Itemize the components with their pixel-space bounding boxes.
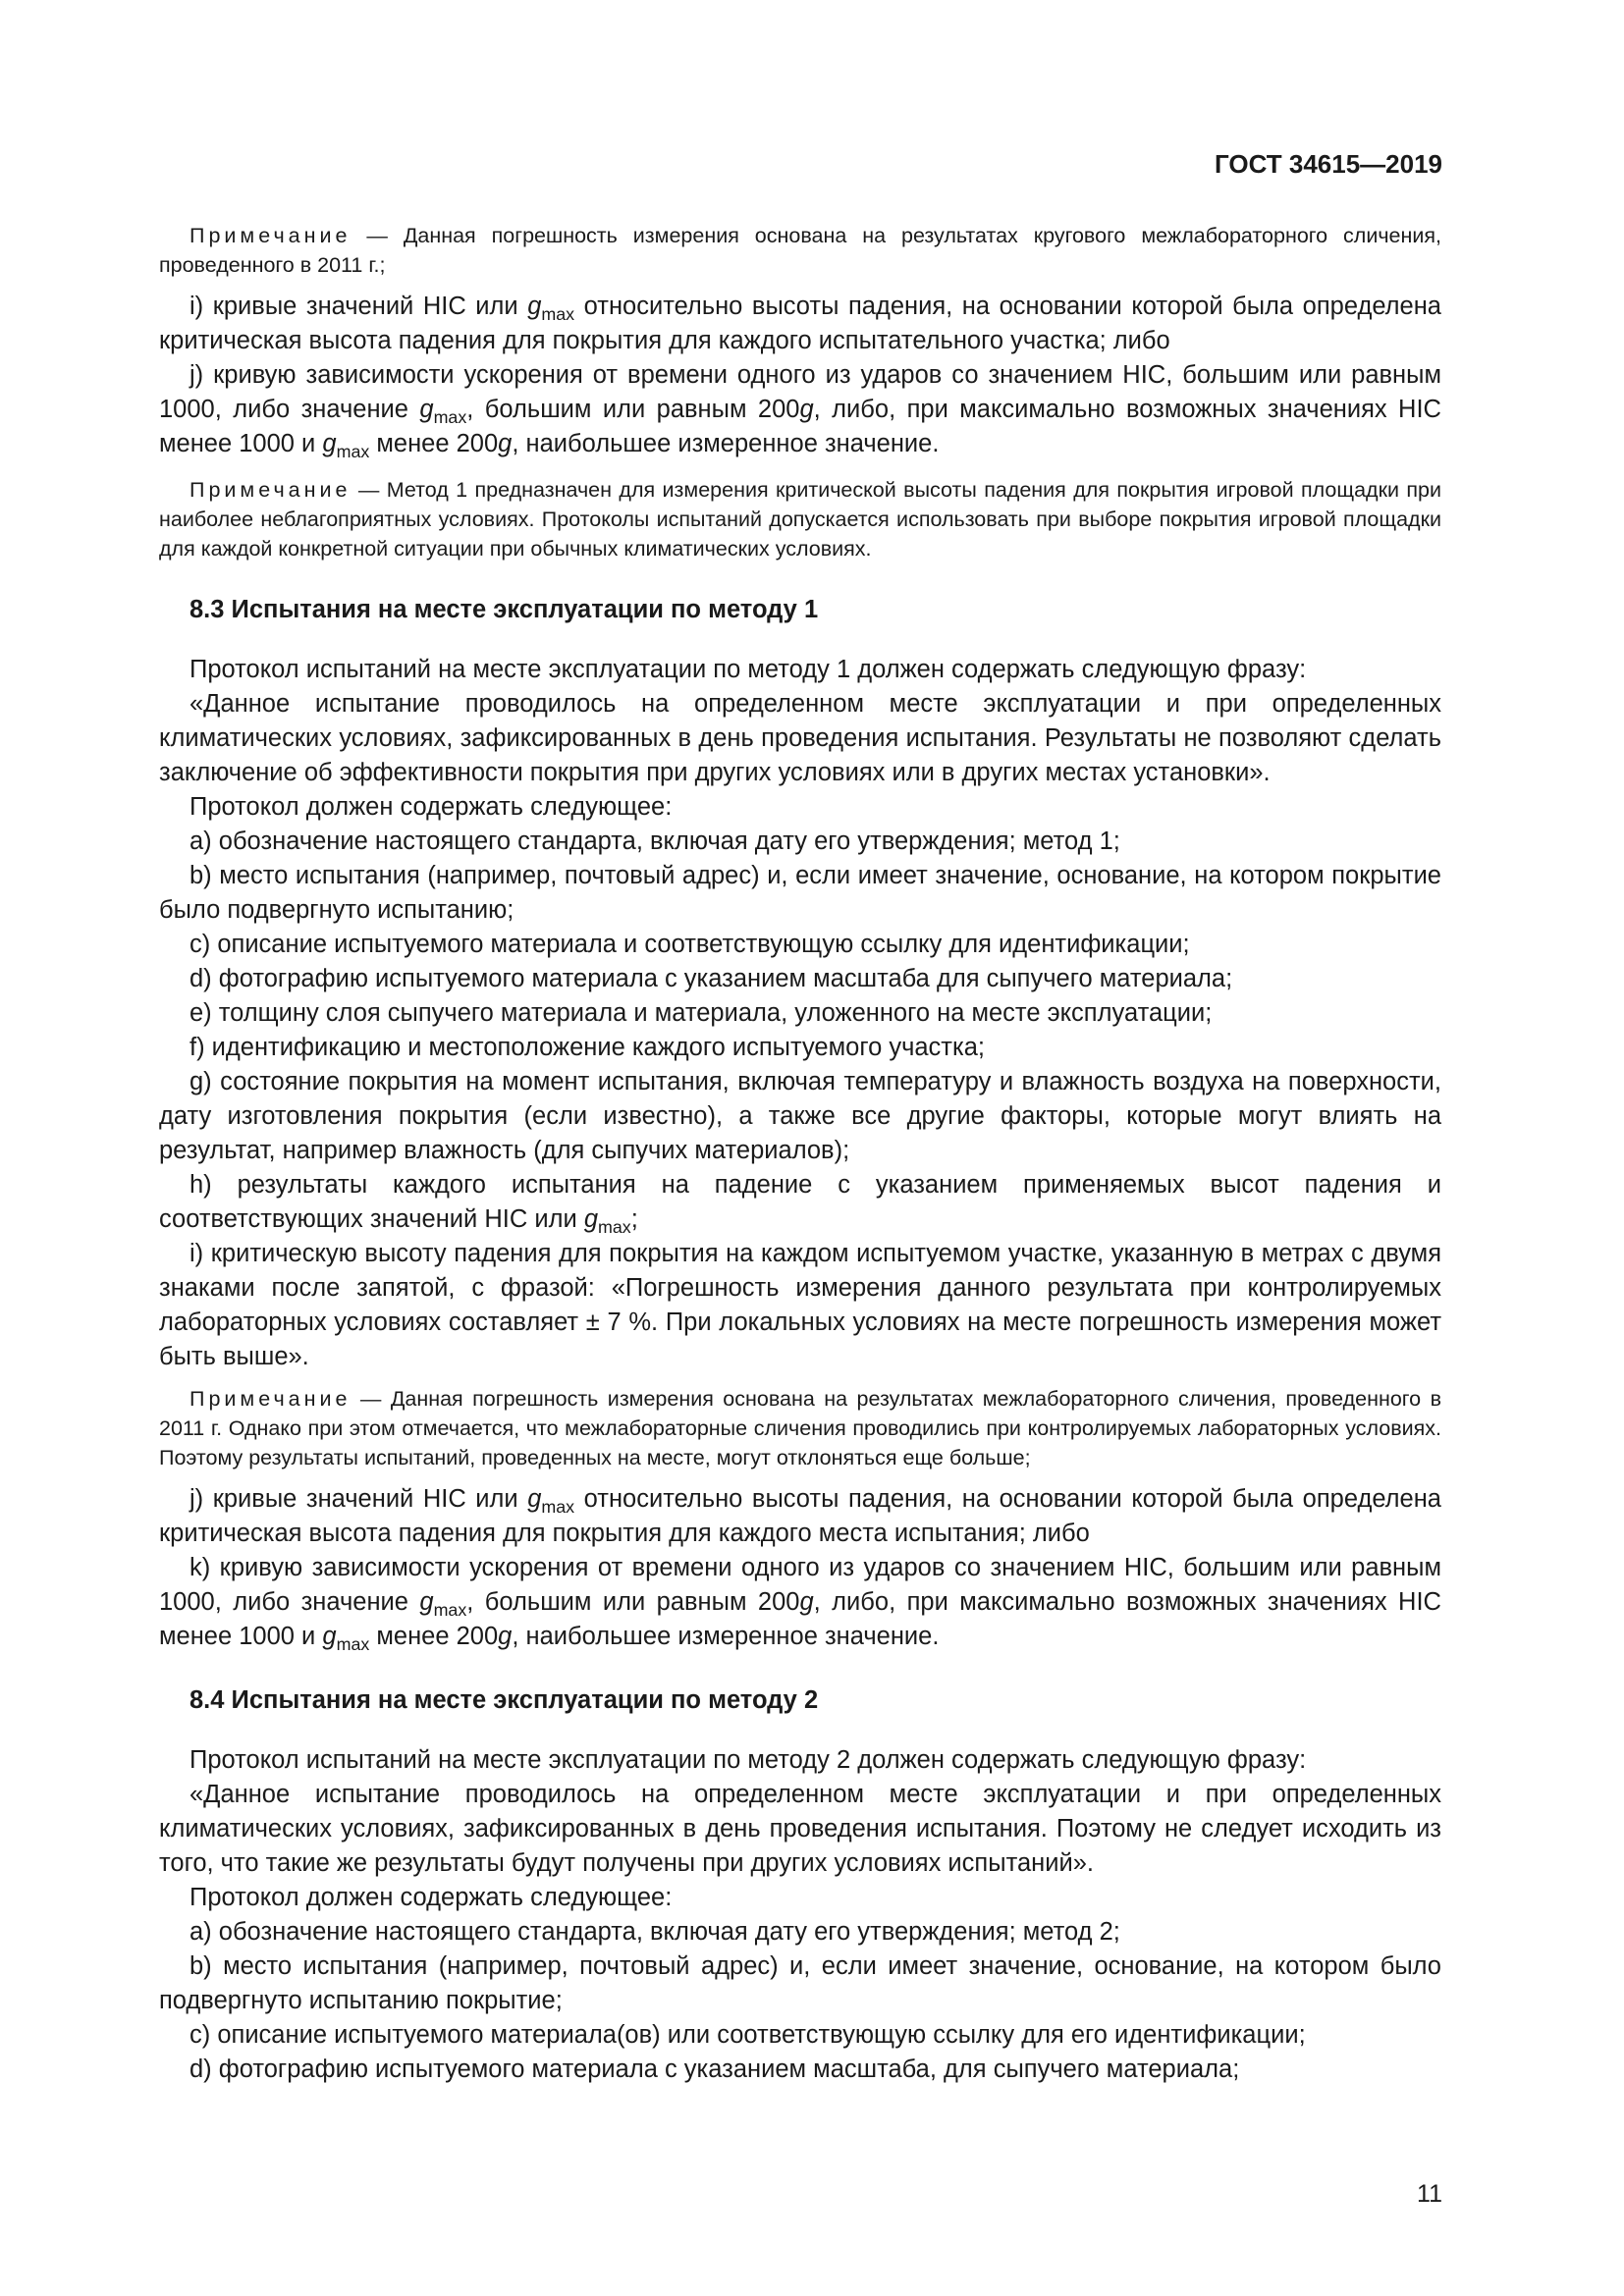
page-number: 11	[1417, 2180, 1442, 2208]
g-symbol: g	[799, 1588, 814, 1616]
text-span: , либо, при максимально возможных значениях HIC менее 1000 и	[159, 1588, 1441, 1650]
text-span: ,	[466, 1588, 474, 1616]
note-label: Примечание	[189, 478, 352, 502]
text-span: i) кривые значений HIC или	[189, 293, 528, 320]
list-item-d: d) фотографию испытуемого материала с указанием масштаба, для сыпучего материала;	[189, 2056, 1240, 2083]
list-item-b: b) место испытания (например, почтовый адрес) и, если имеет значение, основание, на котором покрытие было подвергнуто испытанию;	[159, 862, 1441, 924]
g-subscript: max	[541, 1497, 575, 1518]
g-symbol: g	[419, 396, 434, 423]
list-item-a: a) обозначение настоящего стандарта, включая дату его утверждения; метод 2;	[189, 1918, 1120, 1946]
list-item-g: g) состояние покрытия на момент испытания, включая температуру и влажность воздуха на поверхности, дату изготовления покрытия (если известно), а также все другие факторы, которые могут влиять на результат, например влажность (для сыпучих материалов);	[159, 1068, 1441, 1164]
note-paragraph	[159, 1384, 1441, 1472]
note-label: Примечание	[189, 1387, 352, 1411]
list-item-k	[159, 1551, 1441, 1654]
g-subscript: max	[433, 1600, 467, 1621]
paragraph: Протокол должен содержать следующее:	[189, 1884, 673, 1911]
list-item-e: e) толщину слоя сыпучего материала и материала, уложенного на месте эксплуатации;	[189, 999, 1213, 1027]
note-text: — Данная погрешность измерения основана на результатах кругового межлабораторного сличения, проведенного в 2011 г.;	[159, 224, 1441, 277]
note-paragraph	[159, 221, 1441, 280]
g-subscript: max	[541, 304, 575, 325]
g-symbol: g	[583, 1205, 599, 1233]
list-item-a: a) обозначение настоящего стандарта, включая дату его утверждения; метод 1;	[189, 828, 1120, 855]
list-item-j	[159, 1482, 1441, 1551]
g-symbol: g	[498, 430, 513, 457]
section-heading-8-3: 8.3 Испытания на месте эксплуатации по методу 1	[189, 596, 819, 623]
text-span: , наибольшее измеренное значение.	[512, 430, 940, 457]
g-subscript: max	[598, 1217, 631, 1238]
text-span: ,	[466, 396, 474, 423]
g-symbol: g	[419, 1588, 434, 1616]
list-item-i	[159, 290, 1441, 358]
g-symbol: g	[322, 430, 337, 457]
g-symbol: g	[799, 396, 814, 423]
text-span: менее 200	[369, 1623, 499, 1650]
g-subscript: max	[336, 1634, 370, 1655]
list-item-h	[159, 1168, 1441, 1237]
text-span: h) результаты каждого испытания на падение с указанием применяемых высот падения и соответствующих значений HIC или	[159, 1171, 1441, 1233]
document-number: ГОСТ 34615—2019	[1215, 149, 1442, 179]
g-symbol: g	[498, 1623, 513, 1650]
section-heading-8-4: 8.4 Испытания на месте эксплуатации по методу 2	[189, 1686, 819, 1714]
g-subscript: max	[336, 442, 370, 462]
g-symbol: g	[527, 1485, 542, 1513]
list-item-i: i) критическую высоту падения для покрытия на каждом испытуемом участке, указанную в метрах с двумя знаками после запятой, с фразой: «Погрешность измерения данного результата при контролируемых лабораторных условиях составляет ± 7 %. При локальных условиях на месте погрешность измерения может быть выше».	[159, 1240, 1441, 1370]
g-subscript: max	[433, 407, 467, 428]
text-span: относительно высоты падения, на основании которой была определена критическая высота падения для покрытия для каждого испытательного участка; либо	[159, 293, 1441, 354]
text-span: j) кривые значений HIC или	[189, 1485, 528, 1513]
page-content	[159, 221, 1441, 2087]
paragraph: Протокол испытаний на месте эксплуатации по методу 1 должен содержать следующую фразу:	[189, 656, 1307, 683]
note-text: — Метод 1 предназначен для измерения критической высоты падения для покрытия игровой площадки при наиболее неблагоприятных условиях. Протоколы испытаний допускается использовать при выборе покрытия игровой площадки для каждой конкретной ситуации при обычных климатических условиях.	[159, 478, 1441, 561]
text-span: ;	[630, 1205, 638, 1233]
text-span: j) кривую зависимости ускорения от времени одного из ударов со значением HIC, большим или равным 1000, либо значение	[159, 361, 1441, 423]
text-span: большим или равным 200	[473, 1588, 800, 1616]
list-item-f: f) идентификацию и местоположение каждого испытуемого участка;	[189, 1034, 985, 1061]
text-span: относительно высоты падения, на основании которой была определена критическая высота падения для покрытия для каждого места испытания; либо	[159, 1485, 1441, 1547]
list-item-b: b) место испытания (например, почтовый адрес) и, если имеет значение, основание, на котором было подвергнуто испытанию покрытие;	[159, 1952, 1441, 2014]
text-span: менее 200	[369, 430, 499, 457]
g-symbol: g	[322, 1623, 337, 1650]
quote-paragraph: «Данное испытание проводилось на определенном месте эксплуатации и при определенных климатических условиях, зафиксированных в день проведения испытания. Поэтому не следует исходить из того, что такие же результаты будут получены при других условиях испытаний».	[159, 1781, 1441, 1877]
note-paragraph	[159, 475, 1441, 563]
note-text: — Данная погрешность измерения основана на результатах межлабораторного сличения, проведенного в 2011 г. Однако при этом отмечается, что межлабораторные сличения проводились при контролируемых лабораторных условиях. Поэтому результаты испытаний, проведенных на месте, могут отклоняться еще больше;	[159, 1387, 1441, 1469]
list-item-j	[159, 358, 1441, 461]
list-item-c: c) описание испытуемого материала(ов) или соответствующую ссылку для его идентификации;	[189, 2021, 1306, 2049]
text-span: , наибольшее измеренное значение.	[512, 1623, 940, 1650]
list-item-c: c) описание испытуемого материала и соответствующую ссылку для идентификации;	[189, 931, 1190, 958]
quote-paragraph: «Данное испытание проводилось на определенном месте эксплуатации и при определенных климатических условиях, зафиксированных в день проведения испытания. Результаты не позволяют сделать заключение об эффективности покрытия при других условиях или в других местах установки».	[159, 690, 1441, 786]
text-span: , либо, при максимально возможных значениях HIC менее 1000 и	[159, 396, 1441, 457]
paragraph: Протокол испытаний на месте эксплуатации по методу 2 должен содержать следующую фразу:	[189, 1746, 1307, 1774]
g-symbol: g	[527, 293, 542, 320]
list-item-d: d) фотографию испытуемого материала с указанием масштаба для сыпучего материала;	[189, 965, 1233, 992]
paragraph: Протокол должен содержать следующее:	[189, 793, 673, 821]
note-label: Примечание	[189, 224, 352, 247]
text-span: большим или равным 200	[473, 396, 800, 423]
text-span: k) кривую зависимости ускорения от времени одного из ударов со значением HIC, большим или равным 1000, либо значение	[159, 1554, 1441, 1616]
